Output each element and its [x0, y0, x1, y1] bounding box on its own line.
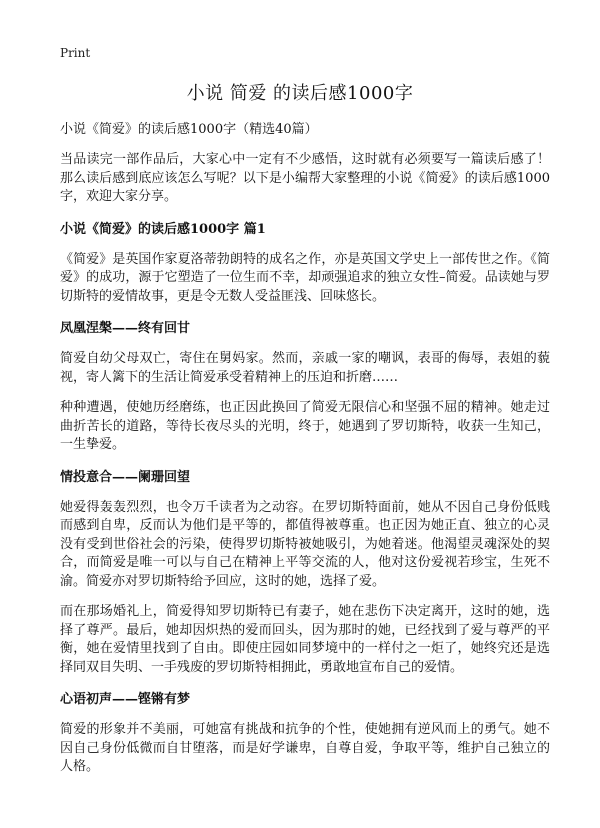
print-link[interactable]: Print [60, 46, 91, 60]
article-intro-paragraph: 《简爱》是英国作家夏洛蒂勃朗特的成名之作，亦是英国文学史上一部传世之作。《简爱》的成功，源于它塑造了一位生而不幸，却顽强追求的独立女性–简爱。品读她与罗切斯特的爱情故事，更是令无数人受益匪浅、回味悠长。 [60, 251, 550, 304]
section-heading-3: 心语初声——铿锵有梦 [60, 692, 191, 707]
section-heading-2: 情投意合——阑珊回望 [60, 469, 191, 485]
section-1-paragraph-1: 简爱自幼父母双亡，寄住在舅妈家。然而，亲戚一家的嘲讽，表哥的侮辱，表姐的藐视，寄人篱下的生活让简爱承受着精神上的压迫和折磨…… [60, 351, 550, 385]
section-heading-1: 凤凰涅槃——终有回甘 [60, 321, 191, 336]
article-heading: 小说《简爱》的读后感1000字 篇1 [60, 221, 266, 237]
document-body [60, 121, 550, 789]
section-1-paragraph-2: 种种遭遇，使她历经磨练，也正因此换回了简爱无限信心和坚强不屈的精神。她走过曲折苦长的道路，等待长夜尽头的光明，终于，她遇到了罗切斯特，收获一生知己，一生挚爱。 [60, 400, 550, 452]
intro-paragraph: 当品读完一部作品后，大家心中一定有不少感悟，这时就有必须要写一篇读后感了！那么读后感到底应该怎么写呢？以下是小编帮大家整理的小说《简爱》的读后感1000字，欢迎大家分享。 [60, 152, 550, 204]
document-subtitle: 小说《简爱》的读后感1000字（精选40篇） [60, 122, 318, 137]
section-2-paragraph-1: 她爱得轰轰烈烈，也令万千读者为之动容。在罗切斯特面前，她从不因自己身份低贱而感到自卑，反而认为他们是平等的，都值得被尊重。也正因为她正直、独立的心灵没有受到世俗社会的污染，使得罗切斯特被她吸引，为她着迷。他渴望灵魂深处的契合，而简爱是唯一可以与自己在精神上平等交流的人，他对这份爱视若珍宝，生死不渝。简爱亦对罗切斯特给予回应，这时的她，选择了爱。 [60, 499, 550, 589]
section-3-paragraph-1: 简爱的形象并不美丽，可她富有挑战和抗争的个性，使她拥有逆风而上的勇气。她不因自己身份低微而自甘堕落，而是好学谦卑，自尊自爱，争取平等，维护自己独立的人格。 [60, 722, 550, 774]
section-2-paragraph-2: 而在那场婚礼上，简爱得知罗切斯特已有妻子，她在悲伤下决定离开，这时的她，选择了尊严。最后，她却因炽热的爱而回头，因为那时的她，已经找到了爱与尊严的平衡，她在爱情里找到了自由。即使庄园如同梦境中的一样付之一炬了，她终究还是选择同双目失明、一手残废的罗切斯特相拥此，勇敢地宣布自己的爱情。 [60, 604, 550, 675]
document-title: 小说 简爱 的读后感1000字 [186, 83, 414, 104]
